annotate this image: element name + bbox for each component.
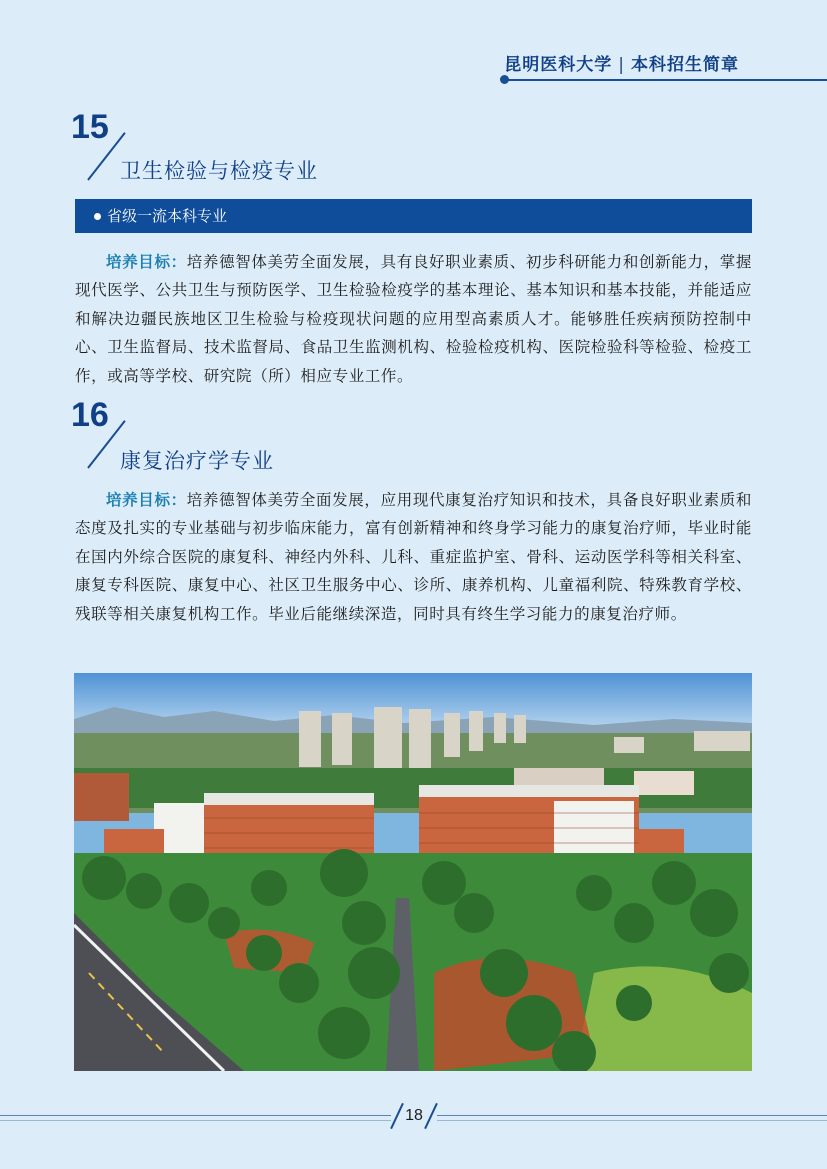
section-number: 15 [71, 108, 109, 146]
goal-label: 培养目标： [106, 491, 187, 509]
training-goal-paragraph [75, 248, 752, 390]
section-number: 16 [71, 396, 109, 434]
training-goal-paragraph [75, 486, 752, 628]
header-brand [504, 50, 739, 75]
header-separator: | [618, 55, 625, 75]
badge-label: 省级一流本科专业 [107, 207, 228, 225]
university-name: 昆明医科大学 [504, 55, 613, 75]
document-title: 本科招生简章 [631, 55, 739, 75]
goal-label: 培养目标： [106, 253, 187, 271]
campus-aerial-photo [74, 673, 752, 1071]
header-rule [505, 79, 827, 81]
bullet-icon [94, 213, 101, 220]
campus-illustration [74, 673, 752, 1071]
section-title: 卫生检验与检疫专业 [120, 159, 318, 183]
goal-text: 培养德智体美劳全面发展，具有良好职业素质、初步科研能力和创新能力，掌握现代医学、公共卫生与预防医学、卫生检验检疫学的基本理论、基本知识和基本技能，并能适应和解决边疆民族地区卫生检验与检疫现状问题的应用型高素质人才。能够胜任疾病预防控制中心、卫生监督局、技术监督局、食品卫生监测机构、检验检疫机构、医院检验科等检验、检疫工作，或高等学校、研究院（所）相应专业工作。 [75, 253, 752, 385]
accreditation-badge [75, 199, 752, 233]
page-number: 18 [391, 1104, 437, 1128]
section-title: 康复治疗学专业 [120, 449, 274, 473]
goal-text: 培养德智体美劳全面发展，应用现代康复治疗知识和技术，具备良好职业素质和态度及扎实的专业基础与初步临床能力，富有创新精神和终身学习能力的康复治疗师，毕业时能在国内外综合医院的康复科、神经内外科、儿科、重症监护室、骨科、运动医学科等相关科室、康复专科医院、康复中心、社区卫生服务中心、诊所、康养机构、儿童福利院、特殊教育学校、残联等相关康复机构工作。毕业后能继续深造，同时具有终生学习能力的康复治疗师。 [75, 491, 752, 623]
